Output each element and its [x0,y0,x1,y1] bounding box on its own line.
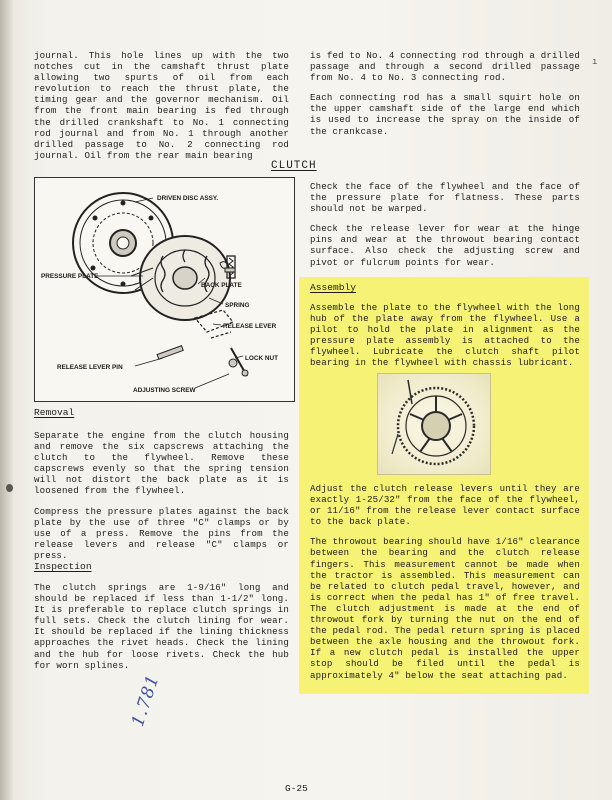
removal-section [34,430,289,570]
inspection-paragraph: The clutch springs are 1-9/16" long and should be replaced if less than 1-1/2" long. It is preferable to replace clutch springs in full sets. Check the clutch lining for wear. It should be replaced if the lining thickness approaches the rivet heads. Check the lining and the hub for loose rivets. Check the hub for worn splines. [34,582,289,671]
handwritten-note: 1.781 [128,671,164,730]
margin-mark: ı [592,57,598,67]
oil-passage-paragraph-left: journal. This hole lines up with the two notches cut in the camshaft thrust plate allowing two spurts of oil from each revolution to reach the thrust plate, the timing gear and the governor mechanism. Oil from the front main bearing is fed through the drilled crankshaft to No. 1 connecting rod journal and from No. 1 through another drilled passage to No. 2 connecting rod journal. Oil from the rear main bearing [34,50,289,161]
label-spring: SPRING [225,302,250,309]
label-back-plate: BACK PLATE [201,282,242,289]
assembly-paragraph-1: Assemble the plate to the flywheel with the long hub of the plate away from the flywheel. Use a pilot to hold the plate in alignment as the pressure plate assembly is attached to the flywheel. Lubricate the clutch shaft pilot bearing in the flywheel with chassis lubricant. [310,302,580,369]
inspection-section [34,582,289,680]
assembly-paragraph-2: Adjust the clutch release levers until they are exactly 1-25/32" from the face of the flywheel, or 11/16" from the release lever contact surface to the back plate. [310,483,580,528]
pressure-plate-drawing [131,236,230,320]
right-clutch-text [310,181,580,277]
release-lever-check-paragraph: Check the release lever for wear at the hinge pins and wear at the throwout bearing contact surface. Also check the adjusting screw and pivot or fulcrum points for wear. [310,223,580,268]
inspection-heading: Inspection [34,561,92,572]
binding-shadow [0,0,14,800]
label-release-lever: RELEASE LEVER [223,323,277,330]
assembly-paragraph-3: The throwout bearing should have 1/16" clearance between the bearing and the clutch release fingers. This measurement cannot be made when the tractor is assembled. This measurement can be related to clutch pedal travel, however, and is correct when the pedal has 1" of free travel. The clutch adjustment is made at the end of throwout fork by turning the nut on the end of the pedal rod. The pedal return spring is placed between the axle housing and the throwout fork. If a new clutch pedal is installed the upper stop should be filed until the pedal is approximately 4" below the seat attaching pad. [310,536,580,681]
label-release-lever-pin: RELEASE LEVER PIN [57,364,123,371]
section-title: CLUTCH [271,160,317,172]
punch-hole [6,484,13,492]
label-driven-disc: DRIVEN DISC ASSY. [157,195,219,202]
left-top-text [34,50,289,170]
label-adjusting-screw: ADJUSTING SCREW [133,387,196,394]
clutch-diagram [34,177,295,402]
assembly-section-2 [310,483,580,690]
assembly-heading: Assembly [310,282,357,293]
clutch-exploded-drawing [35,178,294,401]
label-pressure-plate: PRESSURE PLATE [41,273,99,280]
photo-drawing [378,374,490,474]
oil-passage-paragraph-right: is fed to No. 4 connecting rod through a drilled passage and through a second drilled passage from No. 4 to No. 3 connecting rod. [310,50,580,84]
label-lock-nut: LOCK NUT [245,355,279,362]
removal-heading: Removal [34,407,75,418]
removal-paragraph-2: Compress the pressure plates against the back plate by the use of three "C" clamps or by use of a press. Remove the pins from the release levers and release "C" clamps or press. [34,505,289,561]
right-top-text [310,50,580,146]
removal-paragraph-1: Separate the engine from the clutch housing and remove the six capscrews attaching the clutch to the flywheel. Remove these capscrews evenly so that the spring tension will not distort the back plate as it is loosened from the flywheel. [34,430,289,497]
squirt-hole-paragraph: Each connecting rod has a small squirt hole on the upper camshaft side of the large end which is used to increase the spray on the inside of the crankcase. [310,92,580,137]
assembly-section-1 [310,302,580,378]
page-number: G-25 [285,783,308,794]
clutch-adjustment-photo [377,373,491,475]
flywheel-check-paragraph: Check the face of the flywheel and the face of the pressure plate for flatness. These parts should not be warped. [310,181,580,215]
